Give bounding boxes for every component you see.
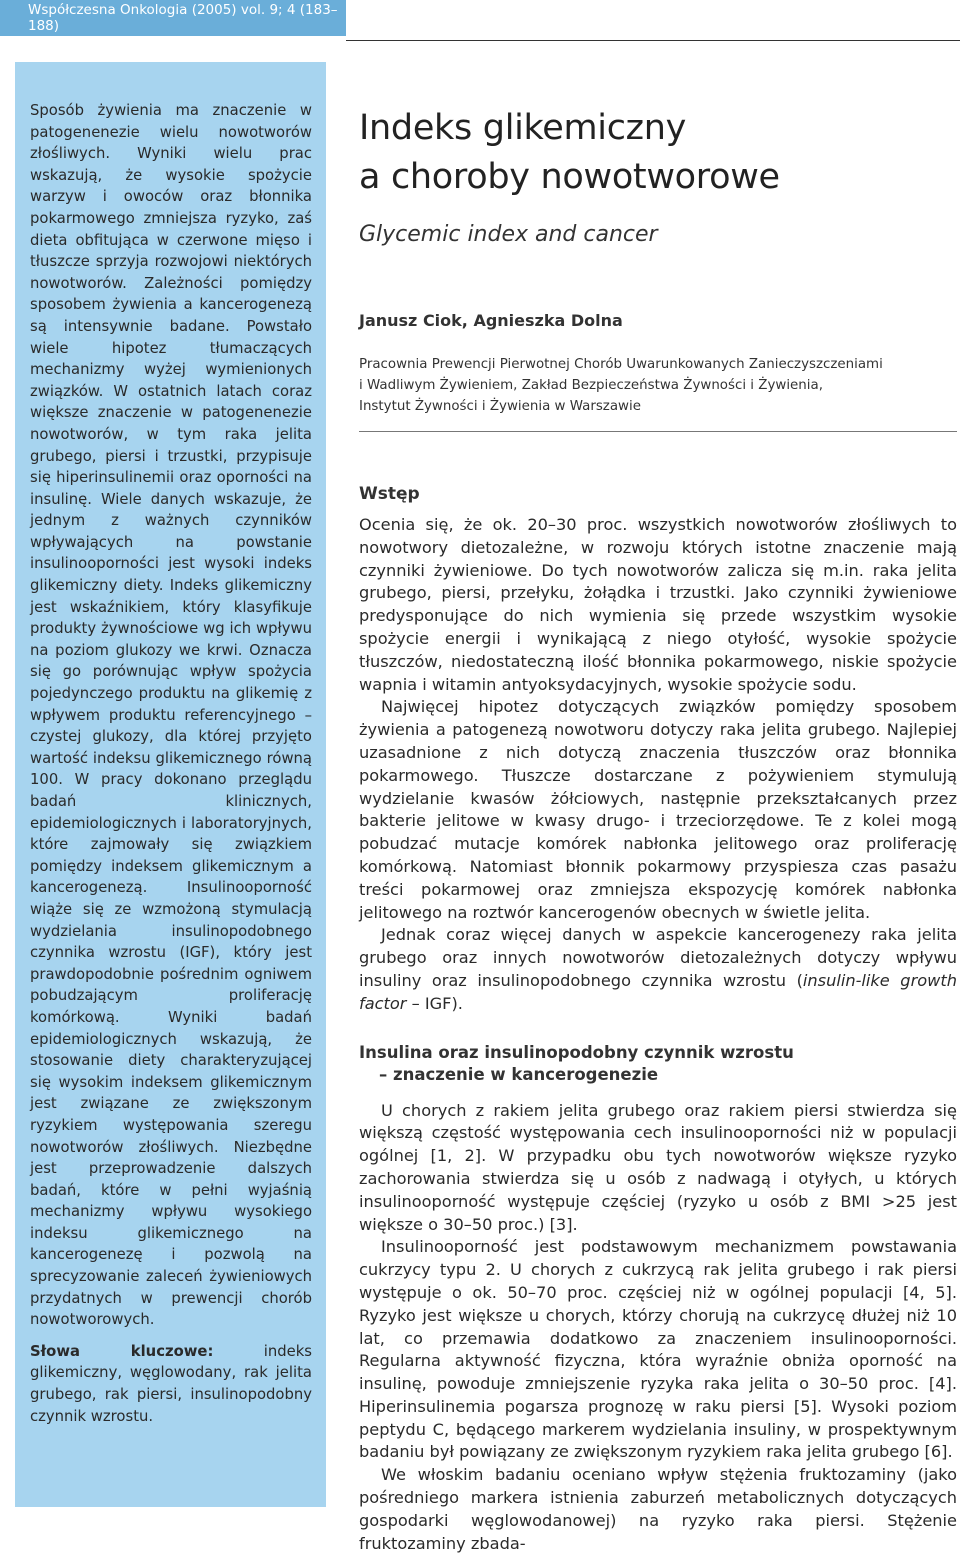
journal-header-bar: [0, 0, 346, 36]
authors: Janusz Ciok, Agnieszka Dolna: [359, 311, 623, 330]
section2-paragraph-1: U chorych z rakiem jelita grubego oraz rakiem piersi stwierdza się większą częstość występowania cech insulinooporności niż w populacji ogólnej [1, 2]. W przypadku obu tych nowotworów większe ryzyko zachorowania stwierdza się u osób z nadwagą i otyłych, u których insulinooporność występuje częściej (ryzyko u osób z BMI >25 jest większe o 30–50 proc.) [3].: [359, 1100, 957, 1234]
affiliation-line-3: Instytut Żywności i Żywienia w Warszawie: [359, 399, 641, 414]
affiliation: [359, 354, 957, 417]
section2-heading-line-1: Insulina oraz insulinopodobny czynnik wzrostu: [359, 1042, 794, 1062]
abstract-panel: [15, 62, 326, 1507]
title-line-1: Indeks glikemiczny: [359, 108, 687, 148]
section2-paragraph-3: We włoskim badaniu oceniano wpływ stężenia fruktozaminy (jako pośredniego markera istnienia zaburzeń metabolicznych dotyczących gospodarki węglowodanowej) na ryzyko raka piersi. Stężenie fruktozaminy zbada-: [359, 1465, 957, 1553]
intro-paragraph-1: Ocenia się, że ok. 20–30 proc. wszystkich nowotworów złośliwych to nowotwory dietozależne, w rozwoju których istotne znaczenie mają czynniki żywieniowe. Do tych nowotworów zalicza się m.in. raka jelita grubego, piersi, przełyku, żołądka i trzustki. Jako czynniki żywieniowe predysponujące do nich wymienia się przede wszystkim wysokie spożycie energii i wynikającą z niego otyłość, wysokie spożycie tłuszczów, niedostateczną ilość błonnika pokarmowego, niskie spożycie wapnia i witamin antyoksydacyjnych, wysokie spożycie sodu.: [359, 515, 957, 694]
abstract-text: Sposób żywienia ma znaczenie w patogenenezie wielu nowotworów złośliwych. Wyniki wielu prac wskazują, że wysokie spożycie warzyw i owoców oraz błonnika pokarmowego zmniejsza ryzyko, zaś dieta obfitująca w czerwone mięso i tłuszcze sprzyja rozwojowi niektórych nowotworów. Zależności pomiędzy sposobem żywienia a kancerogenezą są intensywnie badane. Powstało wiele hipotez tłumaczących mechanizmy wyżej wymienionych związków. W ostatnich latach coraz większe znaczenie w patogenenezie nowotworów, w tym raka jelita grubego, piersi i trzustki, przypisuje się hiperinsulinemii oraz oporności na insulinę. Wiele danych wskazuje, że jednym z ważnych czynników wpływających na powstanie insulinooporności jest wysoki indeks glikemiczny diety. Indeks glikemiczny jest wskaźnikiem, który klasyfikuje produkty żywnościowe wg ich wpływu na poziom glukozy we krwi. Oznacza się go porównując wpływ spożycia pojedynczego produktu na glikemię z wpływem produktu referencyjnego – czystej glukozy, dla której przyjęto wartość indeksu glikemicznego równą 100. W pracy dokonano przeglądu badań klinicznych, epidemiologicznych i laboratoryjnych, które zajmowały się związkiem pomiędzy indeksem glikemicznym a kancerogenezą. Insulinooporność wiąże się ze wzmożoną stymulacją wydzielania insulinopodobnego czynnika wzrostu (IGF), który jest prawdopodobnie pośrednim ogniwem pobudzającym proliferację komórkową. Wyniki badań epidemiologicznych wskazują, że stosowanie diety charakteryzującej się wysokim indeksem glikemicznym jest związane ze zwiększonym ryzykiem występowania szeregu nowotworów złośliwych. Niezbędne jest przeprowadzenie dalszych badań, które w pełni wyjaśnią mechanizmy wpływu wysokiego indeksu glikemicznego na kancerogenezę i pozwolą na sprecyzowanie zaleceń żywieniowych przydatnych w prewencji chorób nowotworowych.: [30, 102, 312, 1329]
header-rule: [346, 40, 960, 41]
affiliation-line-1: Pracownia Prewencji Pierwotnej Chorób Uwarunkowanych Zanieczyszczeniami: [359, 357, 883, 372]
keywords: [30, 1341, 312, 1427]
intro-p3-text-a: Jednak coraz więcej danych w aspekcie kancerogenezy raka jelita grubego oraz innych nowotworów dietozależnych dotyczy wpływu insuliny oraz insulinopodobnego czynnika wzrostu (: [359, 925, 957, 990]
affiliation-divider: [359, 431, 957, 432]
intro-paragraph-3: [359, 924, 957, 1015]
intro-p3-italic: insulin-like growth factor: [359, 970, 957, 1013]
intro-p3-text-b: – IGF).: [406, 993, 463, 1013]
section-heading-intro: Wstęp: [359, 484, 420, 504]
section2-paragraph-2: Insulinooporność jest podstawowym mechanizmem powstawania cukrzycy typu 2. U chorych z cukrzycą rak jelita grubego i rak piersi występuje o ok. 50–70 proc. częściej niż w ogólnej populacji [4, 5]. Ryzyko jest większe u chorych, którzy chorują na cukrzycę dłużej niż 10 lat, co przemawia dodatkowo za znaczeniem insulinooporności. Regularna aktywność fizyczna, która wyraźnie obniża oporność na insulinę, powoduje zmniejszenie ryzyka raka jelita o 30–50 proc. [4]. Hiperinsulinemia pogarsza prognozę w raku piersi [5]. Wysoki poziom peptydu C, będącego markerem wydzielania insuliny, w prospektywnym badaniu był powiązany ze zwiększonym ryzykiem raka jelita grubego [6].: [359, 1237, 957, 1462]
keywords-list: indeks glikemiczny, węglowodany, rak jelita grubego, rak piersi, insulinopodobny czynnik wzrostu.: [30, 1342, 312, 1425]
article-title-english: Glycemic index and cancer: [359, 222, 658, 247]
section-heading-insulin: [359, 1042, 957, 1086]
title-line-2: a choroby nowotworowe: [359, 157, 780, 197]
journal-citation: Współczesna Onkologia (2005) vol. 9; 4 (183–188): [28, 2, 338, 34]
affiliation-line-2: i Wadliwym Żywieniem, Zakład Bezpieczeństwa Żywności i Żywienia,: [359, 378, 823, 393]
section2-heading-line-2: – znaczenie w kancerogenezie: [379, 1064, 659, 1084]
main-column: [359, 62, 957, 1555]
keywords-label: Słowa kluczowe:: [30, 1342, 214, 1360]
intro-paragraph-2: Najwięcej hipotez dotyczących związków pomiędzy sposobem żywienia a patogenezą nowotworu dotyczy raka jelita grubego. Najlepiej uzasadnione z nich dotyczą znaczenia tłuszczów oraz błonnika pokarmowego. Tłuszcze dostarczane z pożywieniem stymulują wydzielanie kwasów żółciowych, następnie przekształcanych przez bakterie jelitowe w kwasy drugo- i trzeciorzędowe. Te z kolei mogą pobudzać mutacje komórek nabłonka jelitowego oraz proliferację komórkową. Natomiast błonnik pokarmowy przyspiesza czas pasażu treści pokarmowej oraz zmniejsza ekspozycję komórek nabłonka jelitowego na roztwór kancerogenów obecnych w świetle jelita.: [359, 697, 957, 922]
article-title: [359, 104, 957, 202]
